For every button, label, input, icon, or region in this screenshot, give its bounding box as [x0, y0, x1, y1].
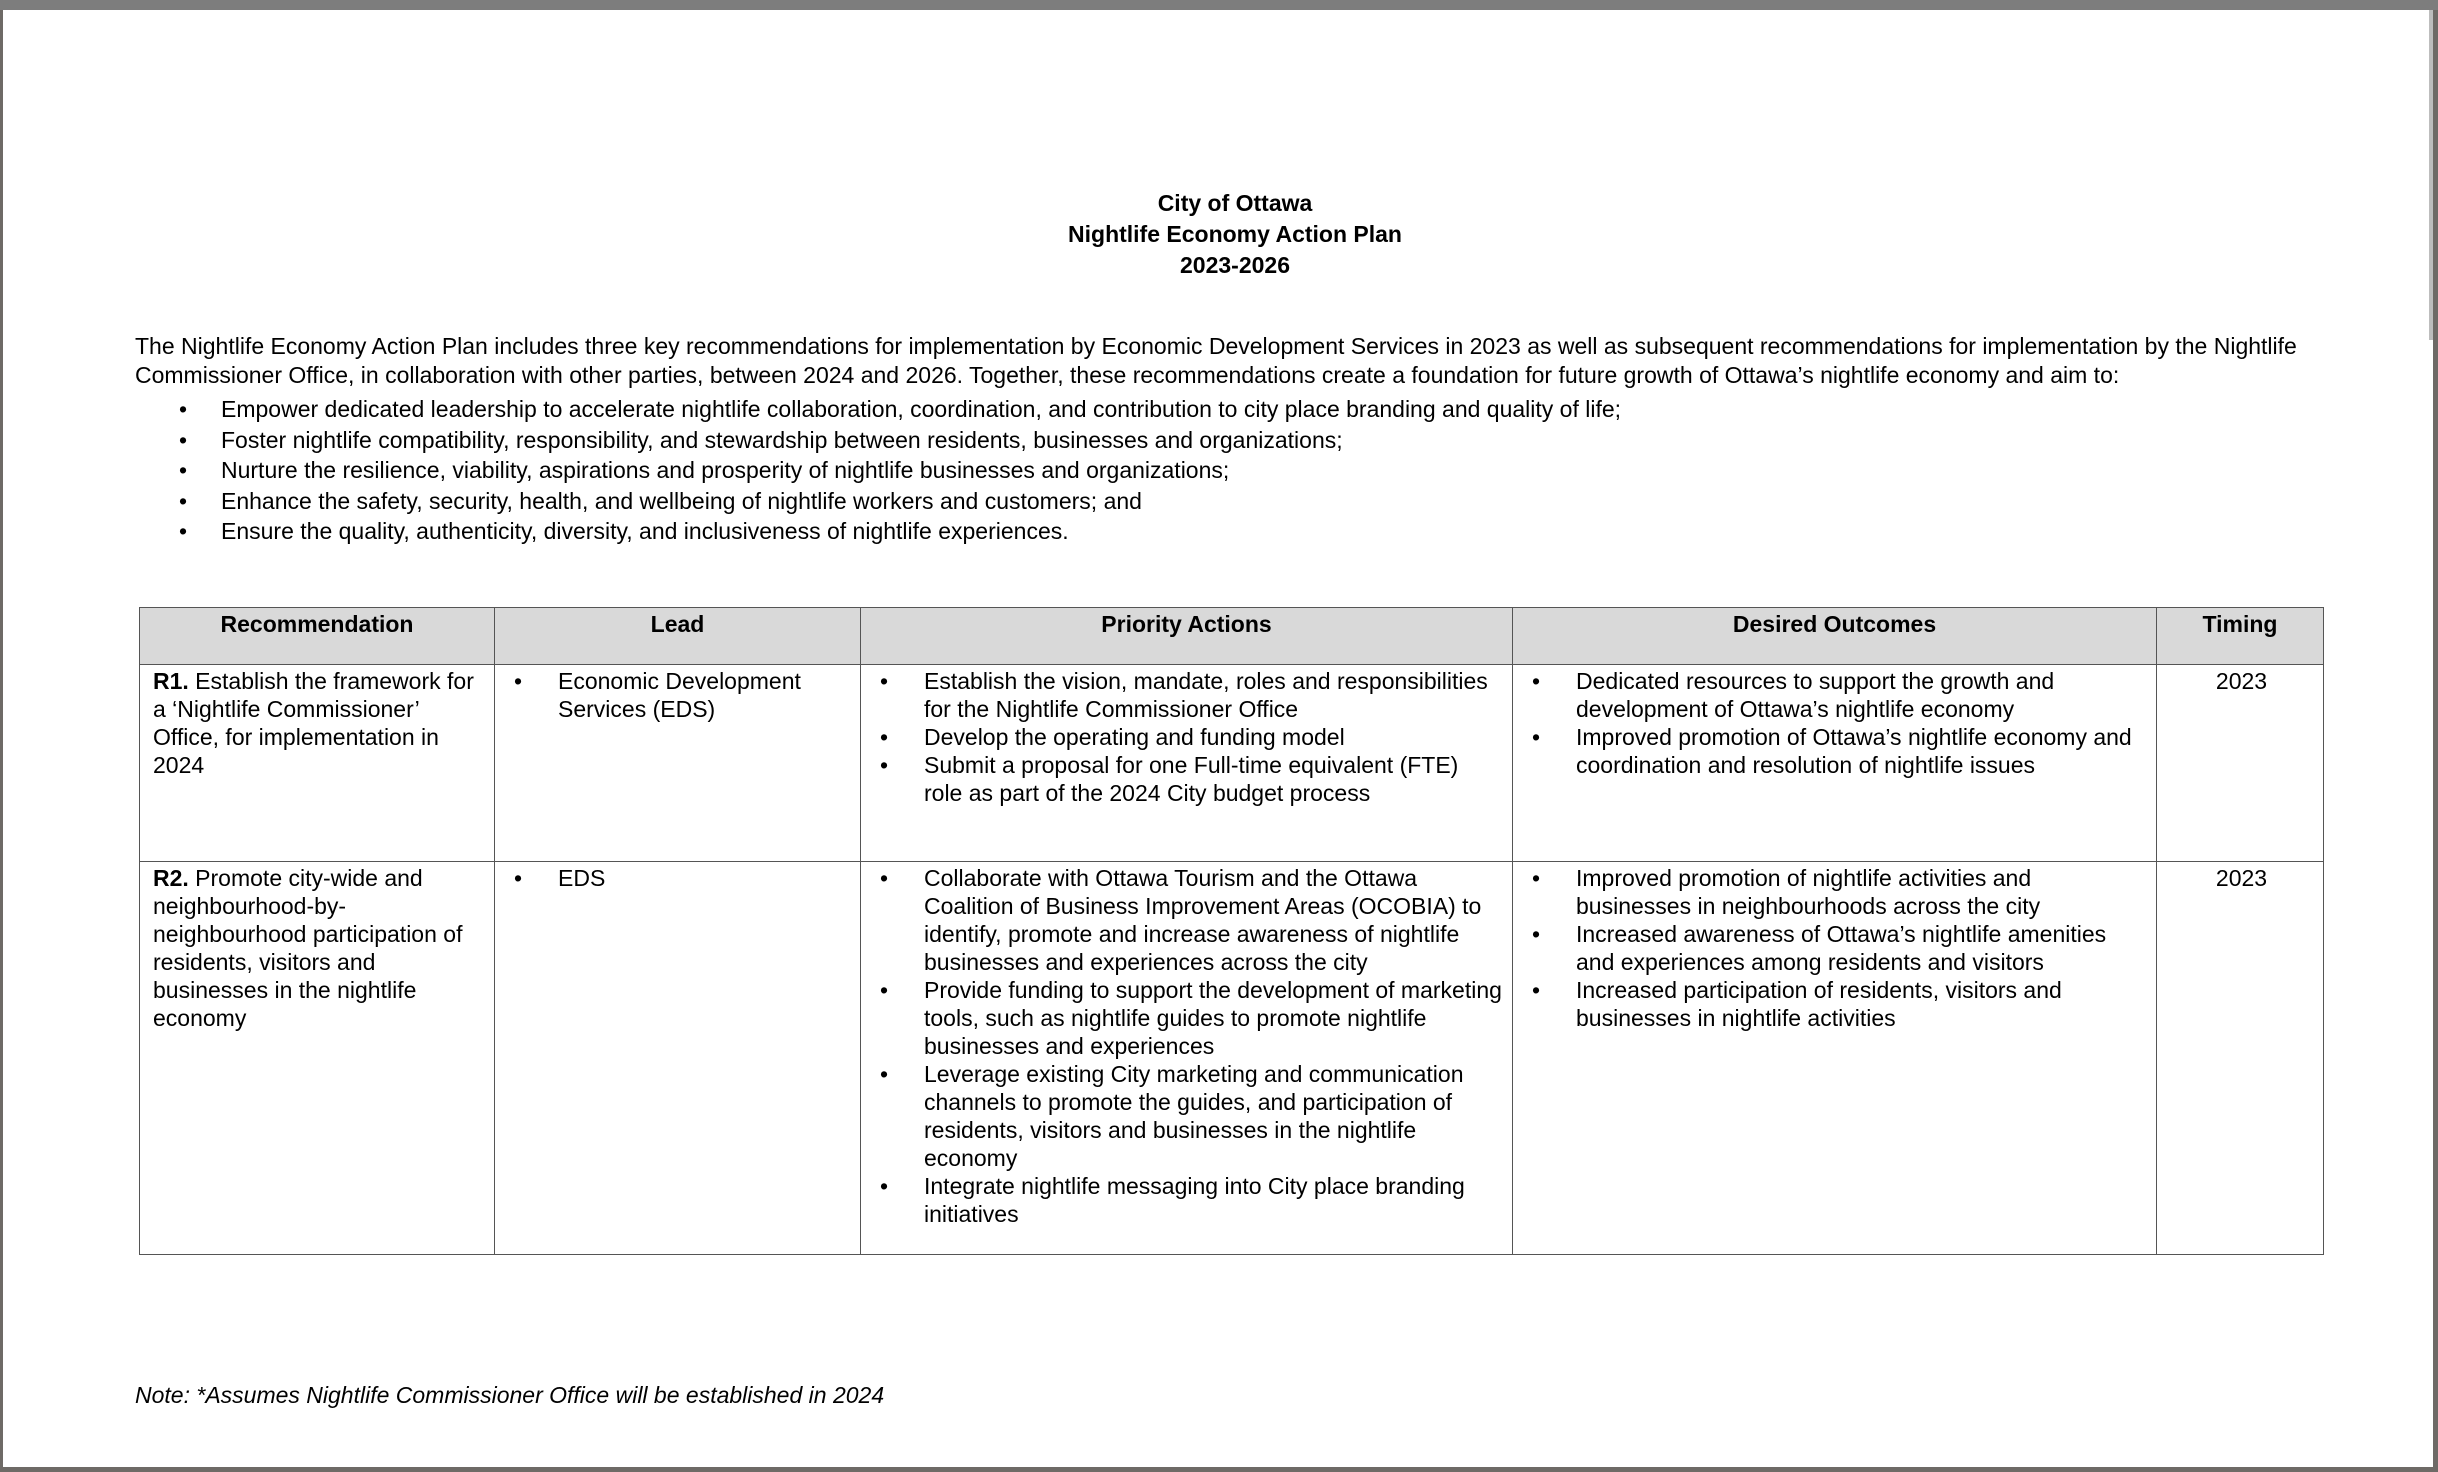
desired-outcomes-cell [1513, 665, 2157, 862]
bullet-icon: • [179, 518, 188, 544]
recommendation-text: Promote city-wide and neighbourhood-by-neighbourhood participation of residents, visitors and businesses in the nightlife economy [153, 865, 463, 1031]
bullet-icon: • [880, 1173, 889, 1199]
list-item [508, 667, 850, 723]
action-text: Leverage existing City marketing and communication channels to promote the guides, and participation of residents, visitors and businesses in the nightlife economy [924, 1061, 1464, 1171]
intro-bullet-list [135, 394, 2335, 547]
bullet-icon: • [1532, 865, 1541, 891]
outcomes-list [1526, 667, 2146, 779]
outcome-text: Improved promotion of Ottawa’s nightlife economy and coordination and resolution of nightlife issues [1576, 724, 2132, 778]
lead-list [508, 864, 850, 892]
list-item [874, 667, 1502, 723]
actions-list [874, 864, 1502, 1228]
list-item [874, 723, 1502, 751]
action-text: Integrate nightlife messaging into City place branding initiatives [924, 1173, 1465, 1227]
list-item [1526, 976, 2146, 1032]
table-header-row [140, 608, 2324, 665]
desired-outcomes-cell [1513, 862, 2157, 1255]
bullet-text: Nurture the resilience, viability, aspirations and prosperity of nightlife businesses and organizations; [221, 457, 1230, 483]
recommendation-cell [140, 862, 495, 1255]
actions-list [874, 667, 1502, 807]
bullet-icon: • [1532, 921, 1541, 947]
list-item [1526, 864, 2146, 920]
outcomes-list [1526, 864, 2146, 1032]
title-line-years: 2023-2026 [1180, 252, 1290, 278]
bullet-icon: • [514, 668, 523, 694]
list-item [874, 1172, 1502, 1228]
timing-cell: 2023 [2157, 665, 2324, 862]
list-item [135, 425, 2335, 456]
bullet-icon: • [880, 1061, 889, 1087]
lead-text: Economic Development Services (EDS) [558, 668, 801, 722]
bullet-icon: • [514, 865, 523, 891]
priority-actions-cell [861, 665, 1513, 862]
recommendation-cell [140, 665, 495, 862]
outcome-text: Increased participation of residents, visitors and businesses in nightlife activities [1576, 977, 2062, 1031]
bullet-icon: • [880, 724, 889, 750]
scrollbar-thumb[interactable] [2429, 10, 2433, 340]
action-text: Establish the vision, mandate, roles and responsibilities for the Nightlife Commissioner Office [924, 668, 1488, 722]
timing-cell: 2023 [2157, 862, 2324, 1255]
recommendation-text: Establish the framework for a ‘Nightlife Commissioner’ Office, for implementation in 2024 [153, 668, 474, 778]
bullet-icon: • [1532, 724, 1541, 750]
column-header-desired-outcomes: Desired Outcomes [1513, 608, 2157, 665]
bullet-icon: • [880, 752, 889, 778]
column-header-lead: Lead [495, 608, 861, 665]
title-line-plan: Nightlife Economy Action Plan [1068, 221, 1402, 247]
bullet-icon: • [179, 396, 188, 422]
action-plan-table [139, 607, 2324, 1255]
lead-cell [495, 665, 861, 862]
list-item [135, 394, 2335, 425]
action-text: Collaborate with Ottawa Tourism and the Ottawa Coalition of Business Improvement Areas (OCOBIA) to identify, promote and increase awareness of nightlife businesses and experiences across the city [924, 865, 1482, 975]
list-item [135, 516, 2335, 547]
bullet-icon: • [179, 487, 188, 514]
list-item [874, 751, 1502, 807]
window-top-bar [0, 0, 2438, 10]
bullet-icon: • [1532, 977, 1541, 1003]
lead-cell [495, 862, 861, 1255]
list-item [874, 976, 1502, 1060]
action-text: Develop the operating and funding model [924, 724, 1345, 750]
bullet-text: Foster nightlife compatibility, responsibility, and stewardship between residents, businesses and organizations; [221, 426, 1343, 453]
list-item [874, 1060, 1502, 1172]
outcome-text: Improved promotion of nightlife activities and businesses in neighbourhoods across the city [1576, 865, 2041, 919]
action-text: Provide funding to support the development of marketing tools, such as nightlife guides to promote nightlife businesses and experiences [924, 977, 1502, 1059]
list-item [508, 864, 850, 892]
bullet-icon: • [880, 977, 889, 1003]
bullet-icon: • [880, 865, 889, 891]
footnote: Note: *Assumes Nightlife Commissioner Office will be established in 2024 [135, 1382, 885, 1408]
document-title [135, 188, 2335, 281]
document-page [3, 10, 2433, 1467]
recommendation-id: R1. [153, 668, 189, 694]
bullet-icon: • [179, 457, 188, 483]
list-item [135, 486, 2335, 517]
lead-text: EDS [558, 865, 606, 891]
list-item [1526, 920, 2146, 976]
list-item [1526, 723, 2146, 779]
bullet-text: Ensure the quality, authenticity, diversity, and inclusiveness of nightlife experiences. [221, 518, 1069, 544]
intro-paragraph: The Nightlife Economy Action Plan includes three key recommendations for implementation by Economic Development Services in 2023 as well as subsequent recommendations for implementation by the Nightlife Commissioner Office, in collaboration with other parties, between 2024 and 2026. Together, these recommendations create a foundation for future growth of Ottawa’s nightlife economy and aim to: [135, 333, 2297, 388]
outcome-text: Increased awareness of Ottawa’s nightlife amenities and experiences among residents and visitors [1576, 921, 2107, 975]
table-row [140, 665, 2324, 862]
priority-actions-cell [861, 862, 1513, 1255]
bullet-text: Enhance the safety, security, health, and wellbeing of nightlife workers and customers; and [221, 487, 1142, 514]
intro-section [135, 332, 2335, 547]
table-row [140, 862, 2324, 1255]
action-text: Submit a proposal for one Full-time equivalent (FTE) role as part of the 2024 City budget process [924, 752, 1459, 806]
bullet-icon: • [179, 426, 188, 453]
column-header-priority-actions: Priority Actions [861, 608, 1513, 665]
outcome-text: Dedicated resources to support the growth and development of Ottawa’s nightlife economy [1576, 668, 2055, 722]
lead-list [508, 667, 850, 723]
column-header-recommendation: Recommendation [140, 608, 495, 665]
bullet-text: Empower dedicated leadership to accelerate nightlife collaboration, coordination, and contribution to city place branding and quality of life; [221, 396, 1622, 422]
list-item [135, 455, 2335, 486]
list-item [874, 864, 1502, 976]
bullet-icon: • [880, 668, 889, 694]
bullet-icon: • [1532, 668, 1541, 694]
recommendation-id: R2. [153, 865, 189, 891]
title-line-organization: City of Ottawa [1157, 190, 1313, 216]
column-header-timing: Timing [2157, 608, 2324, 665]
list-item [1526, 667, 2146, 723]
